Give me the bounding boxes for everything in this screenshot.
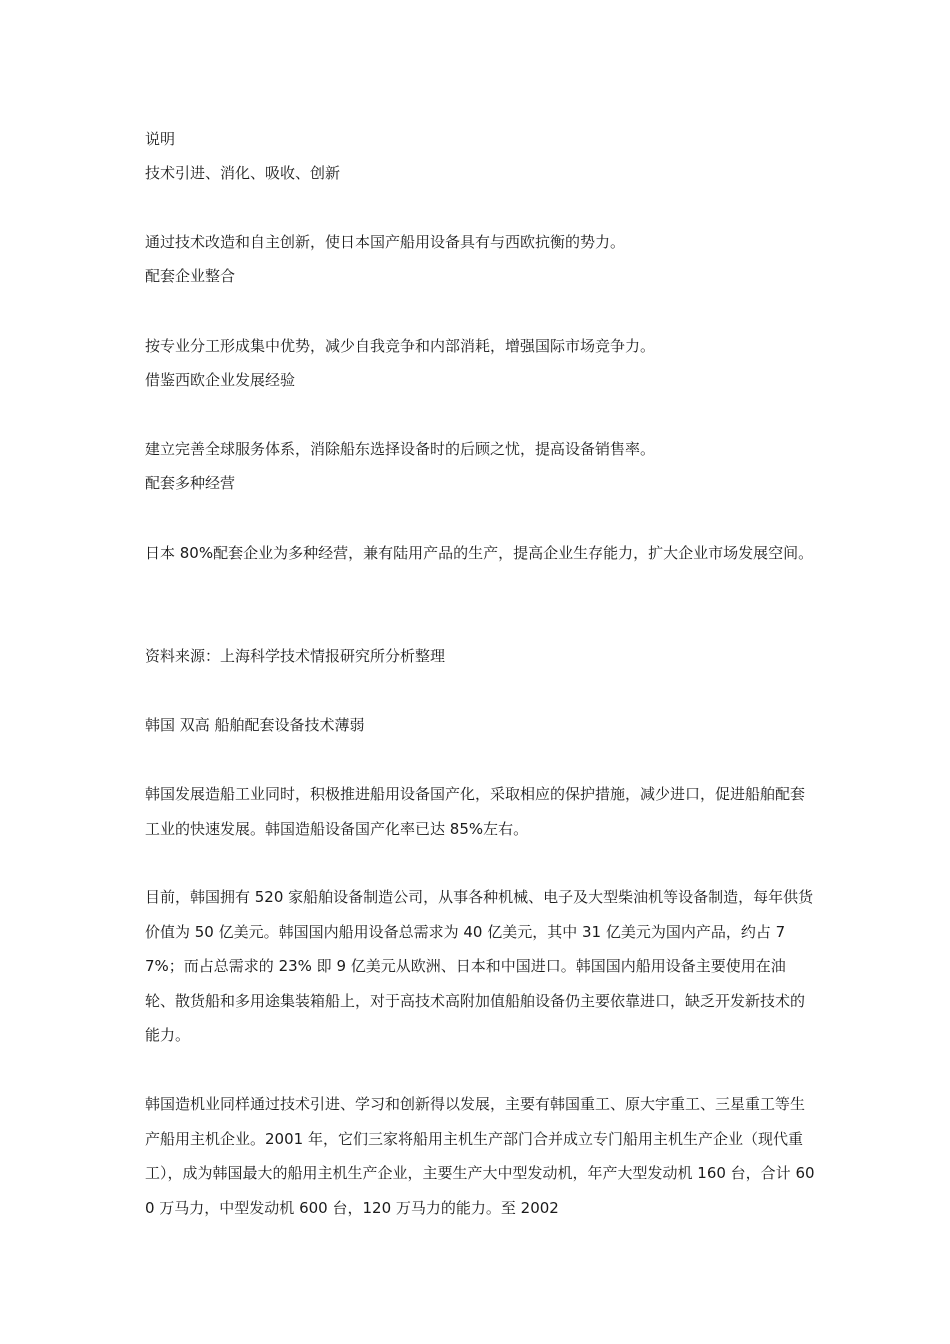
korea-paragraph-market: 目前，韩国拥有 520 家船舶设备制造公司，从事各种机械、电子及大型柴油机等设备制造，每年供货价值为 50 亿美元。韩国国内船用设备总需求为 40 亿美元，其中 31 亿美元为国内产品，约占 77%；而占总需求的 23% 即 9 亿美元从欧洲、日本和中国进口。韩国国内船用设备主要使用在油轮、散货船和多用途集装箱船上，对于高技术高附加值船舶设备仍主要依靠进口，缺乏开发新技术的能力。	[145, 888, 814, 1044]
body-diversified-operation: 日本 80%配套企业为多种经营，兼有陆用产品的生产，提高企业生存能力，扩大企业市场发展空间。	[145, 544, 814, 562]
korea-paragraph-engines: 韩国造机业同样通过技术引进、学习和创新得以发展，主要有韩国重工、原大宇重工、三星重工等生产船用主机企业。2001 年，它们三家将船用主机生产部门合并成立专门船用主机生产企业（现代重工），成为韩国最大的船用主机生产企业，主要生产大中型发动机，年产大型发动机 160 台，合计 600 万马力，中型发动机 600 台，120 万马力的能力。至 2002	[145, 1095, 815, 1217]
body-western-experience: 建立完善全球服务体系，消除船东选择设备时的后顾之忧，提高设备销售率。	[145, 440, 656, 458]
body-supplier-integration: 按专业分工形成集中优势，减少自我竞争和内部消耗，增强国际市场竞争力。	[145, 337, 656, 355]
heading-technology-introduction: 技术引进、消化、吸收、创新	[145, 164, 341, 182]
section-title-korea: 韩国 双高 船舶配套设备技术薄弱	[145, 716, 365, 734]
source-note: 资料来源：上海科学技术情报研究所分析整理	[145, 647, 446, 665]
heading-diversified-operation: 配套多种经营	[145, 474, 236, 492]
label-shuoming: 说明	[145, 130, 176, 148]
korea-paragraph-localization: 韩国发展造船工业同时，积极推进船用设备国产化，采取相应的保护措施，减少进口，促进船舶配套工业的快速发展。韩国造船设备国产化率已达 85%左右。	[145, 785, 806, 838]
heading-supplier-integration: 配套企业整合	[145, 267, 236, 285]
body-technology-introduction: 通过技术改造和自主创新，使日本国产船用设备具有与西欧抗衡的势力。	[145, 233, 626, 251]
heading-western-experience: 借鉴西欧企业发展经验	[145, 371, 296, 389]
